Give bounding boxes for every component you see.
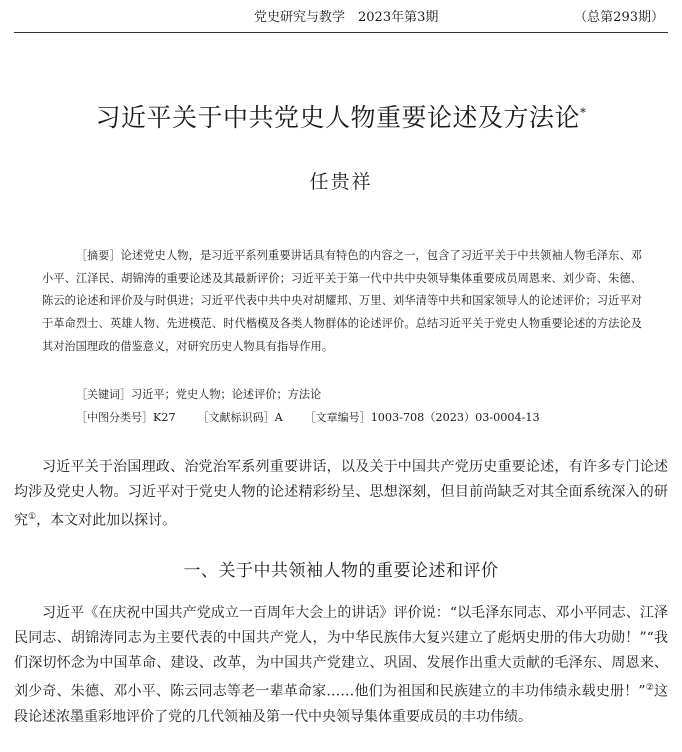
abstract-text: 论述党史人物，是习近平系列重要讲话具有特色的内容之一，包含了习近平关于中共领袖人物毛泽东、邓小平、江泽民、胡锦涛的重要论述及其最新评价；习近平关于第一代中共中央领导集体重要成员周恩来、刘少奇、朱德、陈云的论述和评价及与时俱进；习近平代表中共中央对胡耀邦、万里、刘华清等中共和国家领导人的论述评价；习近平对于革命烈士、英雄人物、先进模范、时代楷模及各类人物群体的论述评价。总结习近平关于党史人物重要论述的方法论及其对治国理政的借鉴意义，对研究历史人物具有指导作用。 <box>42 249 642 353</box>
title-footnote-mark: * <box>580 105 587 120</box>
section-heading: 一、关于中共领袖人物的重要论述和评价 <box>183 561 499 581</box>
intro-paragraph <box>14 455 668 534</box>
doc-code-value: A <box>274 411 283 424</box>
keywords <box>42 384 676 406</box>
article-title-text: 习近平关于中共党史人物重要论述及方法论 <box>95 103 580 132</box>
abstract-label: ［摘要］ <box>76 249 121 262</box>
keywords-text: 习近平；党史人物；论述评价；方法论 <box>131 388 322 401</box>
article-number-label: ［文章编号］ <box>304 411 371 424</box>
article-number-value: 1003-708（2023）03-0004-13 <box>370 411 540 424</box>
section-tail: 这段论述浓墨重彩地评价了党的几代领袖及第一代中央领导集体重要成员的丰功伟绩。 <box>14 683 668 725</box>
section-text: 习近平《在庆祝中国共产党成立一百周年大会上的讲话》评价说：“以毛泽东同志、邓小平同志、江泽民同志、胡锦涛同志为主要代表的中国共产党人，为中华民族伟大复兴建立了彪炳史册的伟大功勋！”“我们深切怀念为中国革命、建设、改革，为中国共产党建立、巩固、发展作出重大贡献的毛泽东、周恩来、刘少奇、朱德、邓小平、陈云同志等老一辈革命家……他们为祖国和民族建立的丰功伟绩永载史册！” <box>14 605 668 700</box>
clc-label: ［中图分类号］ <box>76 411 153 424</box>
article-title <box>0 98 682 134</box>
running-header <box>14 6 668 33</box>
abstract <box>42 245 642 359</box>
footnote-ref-1[interactable]: ① <box>28 512 37 522</box>
footnote-ref-2[interactable]: ② <box>645 683 654 693</box>
journal-issue: 党史研究与教学 2023年第3期 <box>254 10 439 25</box>
doc-code-label: ［文献标识码］ <box>197 411 275 424</box>
classification-line <box>42 407 676 429</box>
author-name: 任贵祥 <box>309 171 373 193</box>
section-paragraph <box>14 601 668 730</box>
intro-tail: ，本文对此加以探讨。 <box>36 512 177 529</box>
total-issue-number: （总第293期） <box>574 10 664 25</box>
clc-value: K27 <box>153 411 176 424</box>
keywords-label: ［关键词］ <box>76 388 131 401</box>
intro-text: 习近平关于治国理政、治党治军系列重要讲话，以及关于中国共产党历史重要论述，有许多专门论述均涉及党史人物。习近平对于党史人物的论述精彩纷呈、思想深刻，但目前尚缺乏对其全面系统深入的研究 <box>14 459 668 529</box>
